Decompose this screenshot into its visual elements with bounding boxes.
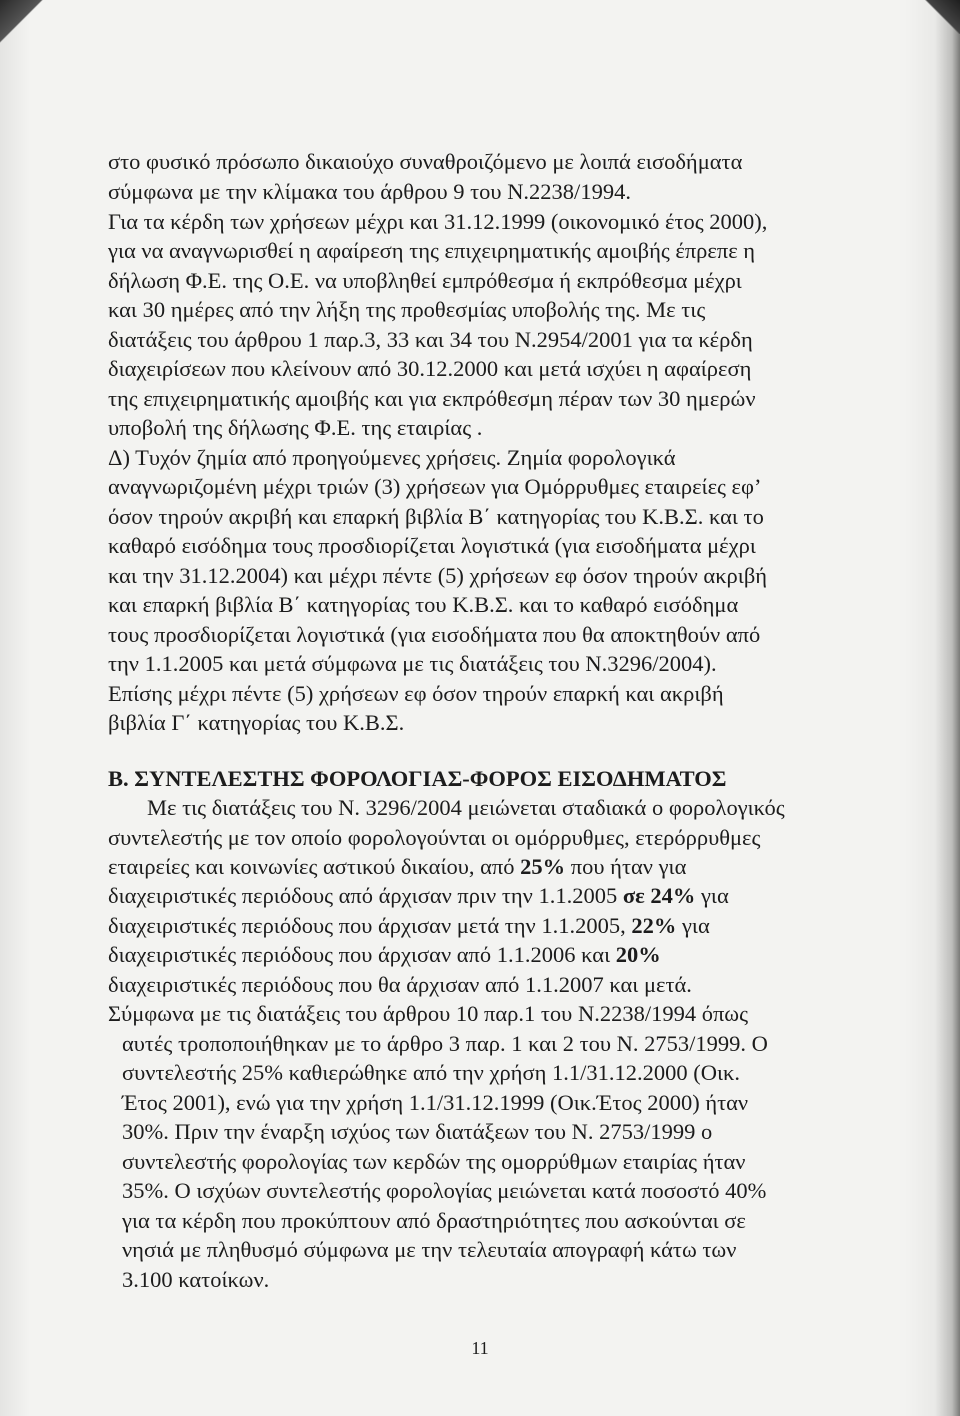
text-line: για τα κέρδη που προκύπτουν από δραστηριότητες που ασκούνται σε: [122, 1208, 746, 1233]
text-segment: για: [676, 913, 710, 938]
text-line: διαχειρίσεων που κλείνουν από 30.12.2000 και μετά ισχύει η αφαίρεση: [108, 356, 752, 381]
text-line: δήλωση Φ.Ε. της Ο.Ε. να υποβληθεί εμπρόθεσμα ή εκπρόθεσμα μέχρι: [108, 268, 742, 293]
text-line: διατάξεις του άρθρου 1 παρ.3, 33 και 34 του Ν.2954/2001 για τα κέρδη: [108, 327, 753, 352]
text-line: της επιχειρηματικής αμοιβής και για εκπρόθεσμη πέραν των 30 ημερών: [108, 386, 756, 411]
text-segment: διαχειριστικές περιόδους που άρχισαν μετά την 1.1.2005,: [108, 913, 632, 938]
text-segment: που ήταν για: [565, 854, 687, 879]
text-line: βιβλία Γ΄ κατηγορίας του Κ.Β.Σ.: [108, 710, 405, 735]
text-line: [108, 853, 686, 881]
text-line: συντελεστής με τον οποίο φορολογούνται οι ομόρρυθμες, ετερόρρυθμες: [108, 825, 761, 850]
rate-25: 25%: [520, 854, 566, 879]
text-line: την 1.1.2005 και μετά σύμφωνα με τις διατάξεις του Ν.3296/2004).: [108, 651, 717, 676]
text-line: και 30 ημέρες από την λήξη της προθεσμίας υποβολής της. Με τις: [108, 297, 706, 322]
rate-22: 22%: [631, 913, 677, 938]
text-segment: εταιρείες και κοινωνίες αστικού δικαίου, από: [108, 854, 521, 879]
text-line: Επίσης μέχρι πέντε (5) χρήσεων εφ όσον τηρούν επαρκή και ακριβή: [108, 681, 724, 706]
text-segment: διαχειριστικές περιόδους που άρχισαν από 1.1.2006 και: [108, 942, 616, 967]
text-line: αυτές τροποποιήθηκαν με το άρθρο 3 παρ. 1 και 2 του Ν. 2753/1999. Ο: [122, 1031, 768, 1056]
text-line: συντελεστής 25% καθιερώθηκε από την χρήση 1.1/31.12.2000 (Οικ.: [122, 1060, 740, 1085]
rate-24: σε 24%: [622, 883, 696, 908]
text-line: υποβολή της δήλωσης Φ.Ε. της εταιρίας .: [108, 415, 483, 440]
text-line: 3.100 κατοίκων.: [122, 1267, 270, 1292]
text-line: διαχειριστικές περιόδους που θα άρχισαν από 1.1.2007 και μετά.: [108, 972, 692, 997]
text-line: στο φυσικό πρόσωπο δικαιούχο συναθροιζόμενο με λοιπά εισοδήματα: [108, 149, 743, 174]
text-segment: για: [695, 883, 729, 908]
text-line: Με τις διατάξεις του Ν. 3296/2004 μειώνεται σταδιακά ο φορολογικός: [147, 795, 785, 820]
text-line: [108, 941, 661, 969]
scan-corner-shadow-right: [920, 0, 960, 34]
text-line: όσον τηρούν ακριβή και επαρκή βιβλία Β΄ κατηγορίας του Κ.Β.Σ. και το: [108, 504, 764, 529]
text-line: καθαρό εισόδημα τους προσδιορίζεται λογιστικά (για εισοδήματα μέχρι: [108, 533, 756, 558]
text-line: αναγνωριζομένη μέχρι τριών (3) χρήσεων για Ομόρρυθμες εταιρείες εφ’: [108, 474, 762, 499]
text-line: Δ) Τυχόν ζημία από προηγούμενες χρήσεις. Ζημία φορολογικά: [108, 445, 676, 470]
section-b-heading: Β. ΣΥΝΤΕΛΕΣΤΗΣ ΦΟΡΟΛΟΓΙΑΣ-ΦΟΡΟΣ ΕΙΣΟΔΗΜΑΤΟΣ: [108, 766, 727, 791]
text-line: και επαρκή βιβλία Β΄ κατηγορίας του Κ.Β.Σ. και το καθαρό εισόδημα: [108, 592, 739, 617]
text-line: για να αναγνωρισθεί η αφαίρεση της επιχειρηματικής αμοιβής έπρεπε η: [108, 238, 756, 263]
scan-corner-shadow-left: [0, 0, 46, 46]
text-line: [108, 912, 710, 940]
rate-20: 20%: [615, 942, 661, 967]
text-line: νησιά με πληθυσμό σύμφωνα με την τελευταία απογραφή κάτω των: [122, 1237, 737, 1262]
text-line: και την 31.12.2004) και μέχρι πέντε (5) χρήσεων εφ όσον τηρούν ακριβή: [108, 563, 768, 588]
text-line: Έτος 2001), ενώ για την χρήση 1.1/31.12.1999 (Οικ.Έτος 2000) ήταν: [122, 1090, 749, 1115]
page-number: 11: [471, 1338, 489, 1358]
text-line: σύμφωνα με την κλίμακα του άρθρου 9 του Ν.2238/1994.: [108, 179, 631, 204]
text-line: Σύμφωνα με τις διατάξεις του άρθρου 10 παρ.1 του Ν.2238/1994 όπως: [108, 1001, 749, 1026]
text-line: [108, 882, 729, 910]
text-line: Για τα κέρδη των χρήσεων μέχρι και 31.12.1999 (οικονομικό έτος 2000),: [108, 209, 768, 234]
text-line: συντελεστής φορολογίας των κερδών της ομορρύθμων εταιρίας ήταν: [122, 1149, 746, 1174]
text-segment: διαχειριστικές περιόδους από άρχισαν πριν την 1.1.2005: [108, 883, 623, 908]
text-line: 30%. Πριν την έναρξη ισχύος των διατάξεων του Ν. 2753/1999 ο: [122, 1119, 713, 1144]
text-line: τους προσδιορίζεται λογιστικά (για εισοδήματα που θα αποκτηθούν από: [108, 622, 761, 647]
text-line: 35%. Ο ισχύων συντελεστής φορολογίας μειώνεται κατά ποσοστό 40%: [122, 1178, 767, 1203]
